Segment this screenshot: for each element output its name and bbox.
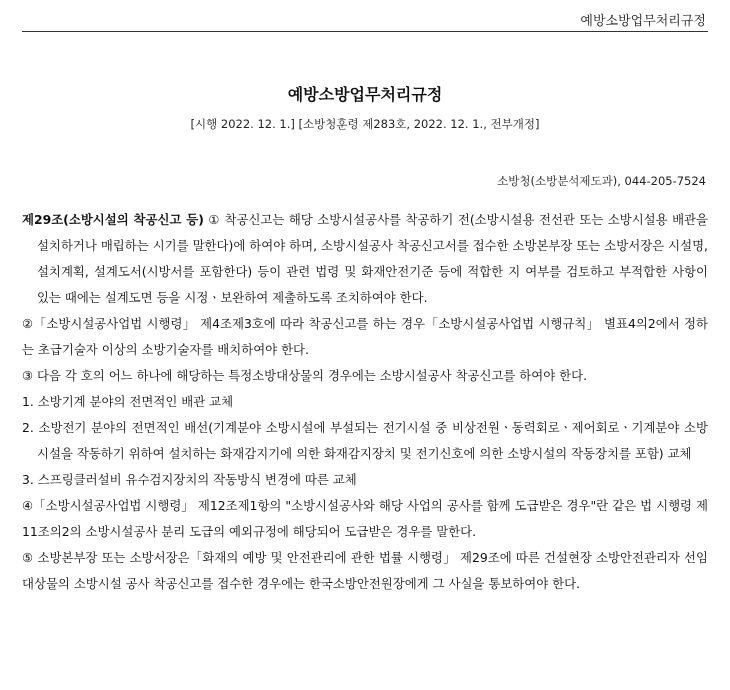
running-header: 예방소방업무처리규정 bbox=[580, 14, 706, 29]
article-paragraph-5: ⑤ 소방본부장 또는 소방서장은「화재의 예방 및 안전관리에 관한 법률 시행령」 제29조에 따른 건설현장 소방안전관리자 선임 대상물의 소방시설 공사 착공신고를 접수한 경우에는 한국소방안전원장에게 그 사실을 통보하여야 한다. bbox=[22, 550, 708, 591]
article-paragraph-3: ③ 다음 각 호의 어느 하나에 해당하는 특정소방대상물의 경우에는 소방시설공사 착공신고를 하여야 한다. bbox=[22, 368, 588, 383]
list-item: 2. 소방전기 분야의 전면적인 배선(기계분야 소방시설에 부설되는 전기시설 중 비상전원ㆍ동력회로ㆍ제어회로ㆍ기계분야 소방시설을 작동하기 위하여 설치하는 화재감지기에 의한 화재감지장치 및 전기신호에 의한 소방시설의 작동장치를 포함) 교체 bbox=[22, 420, 708, 461]
article-paragraph-1 bbox=[22, 207, 708, 311]
article-29 bbox=[22, 207, 708, 597]
header-divider bbox=[22, 31, 708, 32]
document-title: 예방소방업무처리규정 bbox=[287, 85, 443, 104]
list-item: 1. 소방기계 분야의 전면적인 배관 교체 bbox=[22, 394, 234, 409]
document-subtitle: [시행 2022. 12. 1.] [소방청훈령 제283호, 2022. 12. 1., 전부개정] bbox=[190, 117, 540, 131]
paragraph-1-text: ① 착공신고는 해당 소방시설공사를 착공하기 전(소방시설용 전선관 또는 소방시설용 배관을 설치하거나 매립하는 시기를 말한다)에 하여야 하며, 소방시설공사 착공신고서를 접수한 소방본부장 또는 소방서장은 시설명, 설치계획, 설계도서(시방서를 포함한다) 등이 관련 법령 및 화재안전기준 등에 적합한 지 여부를 검토하고 부적합한 사항이 있는 때에는 설계도면 등을 시정ㆍ보완하여 제출하도록 조치하여야 한다. bbox=[37, 212, 708, 305]
article-title: 제29조(소방시설의 착공신고 등) bbox=[22, 212, 204, 227]
list-item: 3. 스프링클러설비 유수검지장치의 작동방식 변경에 따른 교체 bbox=[22, 472, 357, 487]
article-paragraph-4: ④「소방시설공사업법 시행령」 제12조제1항의 "소방시설공사와 해당 사업의 공사를 함께 도급받은 경우"란 같은 법 시행령 제11조의2의 소방시설공사 분리 도급의 예외규정에 해당되어 도급받은 경우를 말한다. bbox=[22, 498, 708, 539]
article-paragraph-2: ②「소방시설공사업법 시행령」 제4조제3호에 따라 착공신고를 하는 경우「소방시설공사업법 시행규칙」 별표4의2에서 정하는 초급기술자 이상의 소방기술자를 배치하여야 한다. bbox=[22, 316, 708, 357]
document-department: 소방청(소방분석제도과), 044-205-7524 bbox=[497, 174, 706, 188]
